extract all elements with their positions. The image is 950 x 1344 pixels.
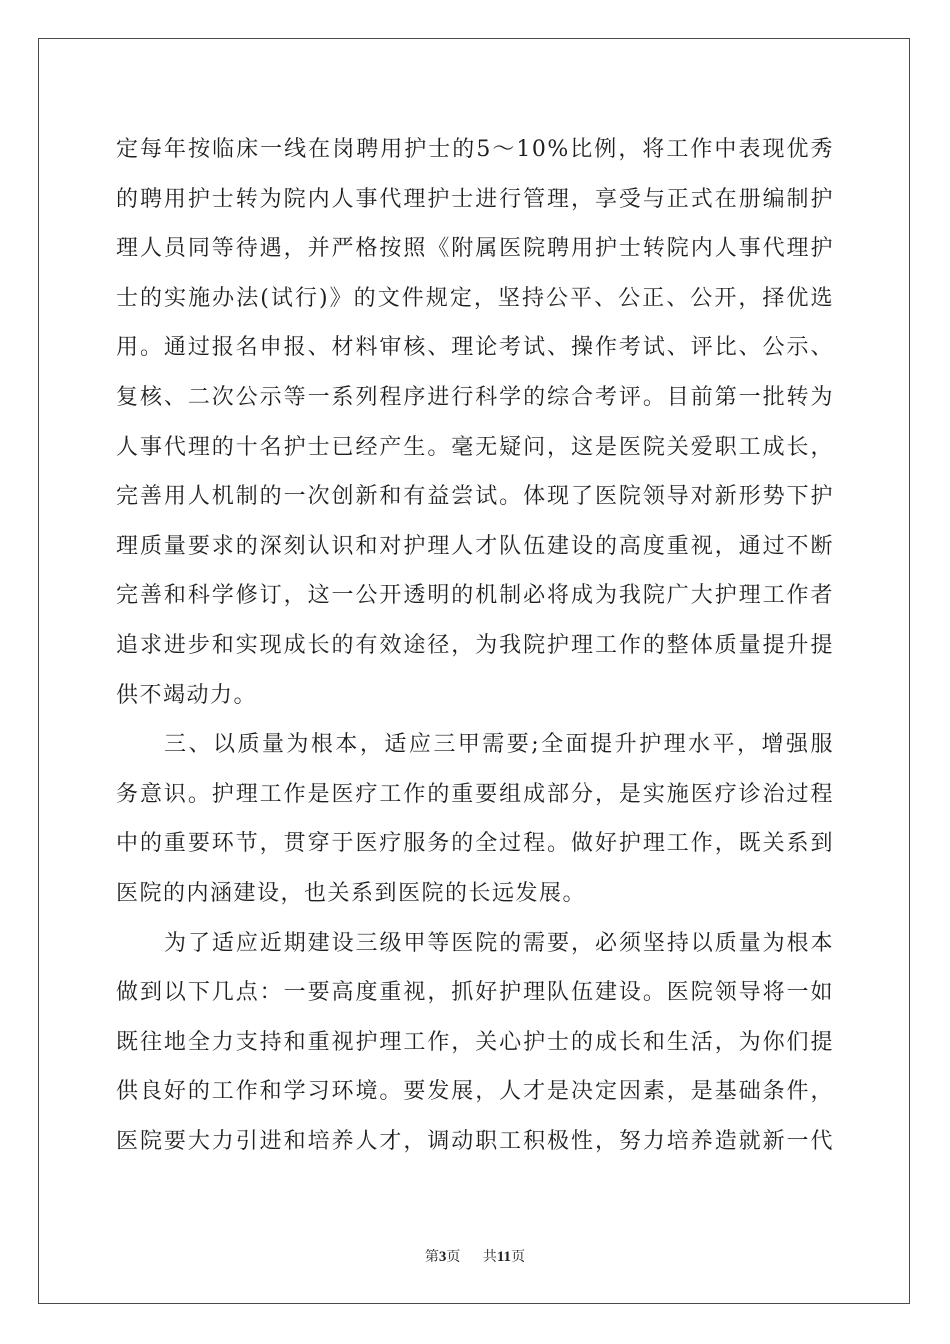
text-line: 用。通过报名申报、材料审核、理论考试、操作考试、评比、公示、 [116,335,834,361]
total-pages: 11 [496,1249,512,1265]
text-line: 理人员同等待遇，并严格按照《附属医院聘用护士转院内人事代理护 [116,236,834,262]
total-suffix: 页 [511,1249,526,1265]
text-line: 复核、二次公示等一系列程序进行科学的综合考评。目前第一批转为 [116,384,834,410]
text-line: 供良好的工作和学习环境。要发展，人才是决定因素，是基础条件， [116,1079,834,1105]
paragraph-quality [116,919,834,1167]
text-line: 中的重要环节，贯穿于医疗服务的全过程。做好护理工作，既关系到 [116,831,834,857]
text-line: 理质量要求的深刻认识和对护理人才队伍建设的高度重视，通过不断 [116,533,834,559]
text-line: 完善和科学修订，这一公开透明的机制必将成为我院广大护理工作者 [116,583,834,609]
text-line: 供不竭动力。 [116,682,258,708]
text-line: 做到以下几点：一要高度重视，抓好护理队伍建设。医院领导将一如 [116,980,834,1006]
text-line: 的聘用护士转为院内人事代理护士进行管理，享受与正式在册编制护 [116,186,834,212]
text-line: 为了适应近期建设三级甲等医院的需要，必须坚持以质量为根本 [164,930,834,956]
page-number-label [425,1249,465,1265]
text-line: 务意识。护理工作是医疗工作的重要组成部分，是实施医疗诊治过程 [116,781,834,807]
paragraph-section-three [116,720,834,918]
total-prefix: 共 [482,1249,497,1265]
page-number: 3 [438,1249,447,1265]
paragraph-continued [116,125,834,720]
page-footer [0,1247,950,1267]
text-line: 医院要大力引进和培养人才，调动职工积极性，努力培养造就新一代 [116,1128,834,1154]
text-line: 三、以质量为根本，适应三甲需要;全面提升护理水平，增强服 [164,732,834,758]
text-line: 士的实施办法(试行)》的文件规定，坚持公平、公正、公开，择优选 [116,285,834,311]
page-prefix: 第 [424,1249,439,1265]
text-line: 人事代理的十名护士已经产生。毫无疑问，这是医院关爱职工成长， [116,434,834,460]
page-suffix: 页 [446,1249,461,1265]
text-line: 定每年按临床一线在岗聘用护士的5～10%比例，将工作中表现优秀 [116,137,834,162]
document-body [116,125,834,1166]
total-pages-label [483,1249,525,1265]
text-line: 追求进步和实现成长的有效途径，为我院护理工作的整体质量提升提 [116,632,834,658]
text-line: 完善用人机制的一次创新和有益尝试。体现了医院领导对新形势下护 [116,484,834,510]
text-line: 医院的内涵建设，也关系到医院的长远发展。 [116,880,587,906]
text-line: 既往地全力支持和重视护理工作，关心护士的成长和生活，为你们提 [116,1029,834,1055]
